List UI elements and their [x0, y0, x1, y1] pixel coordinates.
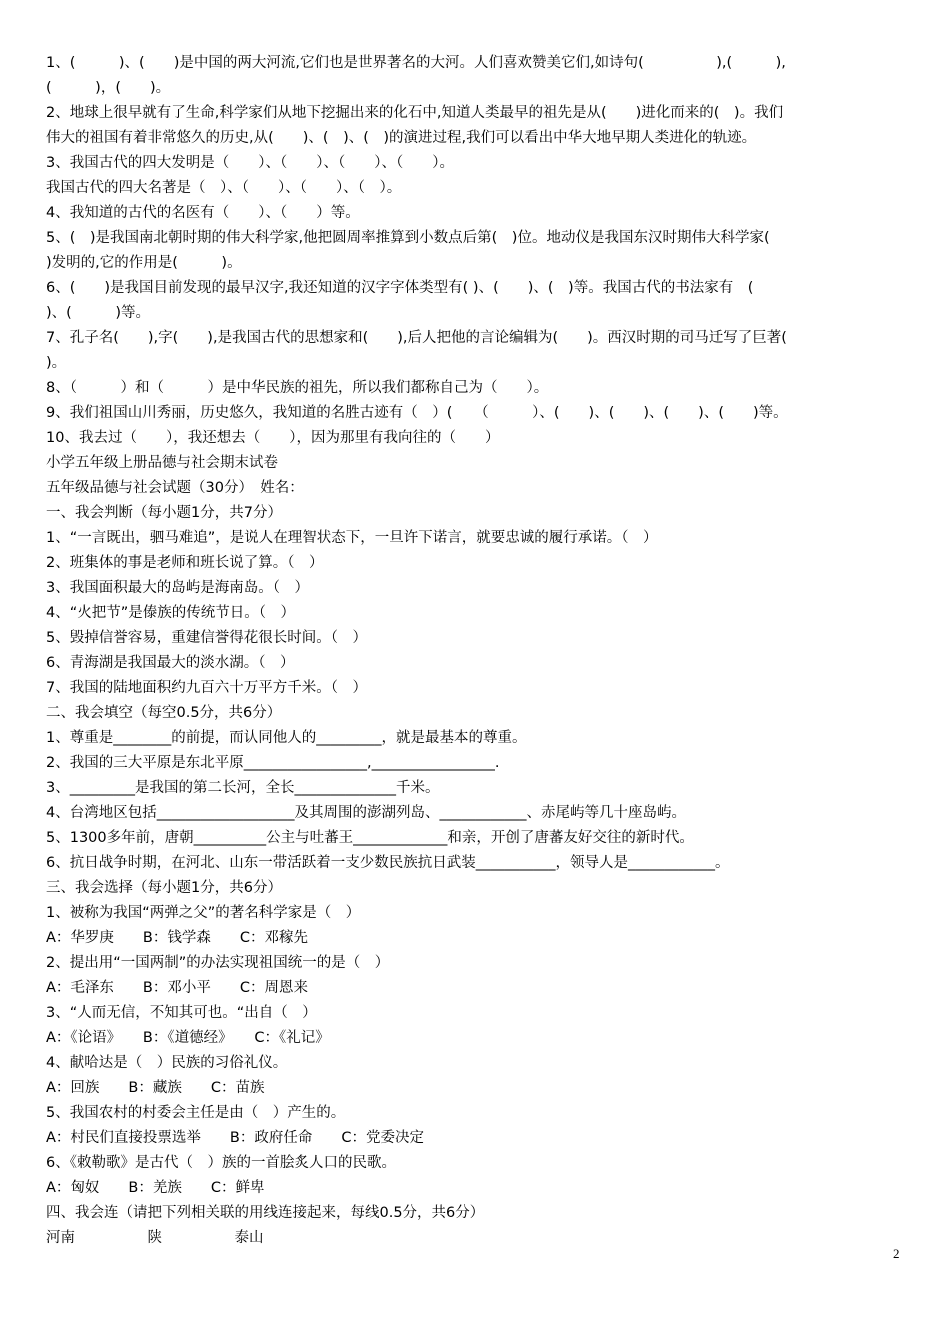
text-line: 1、被称为我国“两弹之父”的著名科学家是（ ） [46, 905, 361, 921]
text-line: 6、( )是我国目前发现的最早汉字,我还知道的汉字字体类型有( )、( )、( )等。我国古代的书法家有 ( [46, 280, 754, 296]
text-line: 5、( )是我国南北朝时期的伟大科学家,他把圆周率推算到小数点后第( )位。地动仪是我国东汉时期伟大科学家( [46, 230, 770, 246]
page-number: 2 [893, 1246, 900, 1261]
text-line: 3、_________是我国的第二长河，全长______________千米。 [46, 780, 440, 796]
text-line: A：华罗庚 B：钱学森 C：邓稼先 [46, 930, 308, 946]
text-line: 1、“一言既出，驷马难追”，是说人在理智状态下，一旦许下诺言，就要忠诚的履行承诺。（ ） [46, 530, 658, 546]
text-line: )发明的,它的作用是( )。 [46, 255, 242, 271]
text-line: 一、我会判断（每小题1分，共7分） [46, 505, 282, 521]
text-line: 河南 陕 泰山 [46, 1230, 264, 1246]
text-line: 6、青海湖是我国最大的淡水湖。（ ） [46, 655, 295, 671]
text-line: A：村民们直接投票选举 B：政府任命 C：党委决定 [46, 1130, 424, 1146]
text-line: 4、献哈达是（ ）民族的习俗礼仪。 [46, 1055, 288, 1071]
text-line: 我国古代的四大名著是（ ）、（ ）、（ ）、（ ）。 [46, 180, 402, 196]
text-line: A：匈奴 B：羌族 C：鲜卑 [46, 1180, 265, 1196]
text-line: 小学五年级上册品德与社会期末试卷 [46, 455, 278, 471]
text-line: 7、我国的陆地面积约九百六十万平方千米。（ ） [46, 680, 367, 696]
text-line: 1、尊重是________的前提，而认同他人的_________，就是最基本的尊重。 [46, 730, 527, 746]
text-line: 3、我国古代的四大发明是（ ）、（ ）、（ ）、（ ）。 [46, 155, 454, 171]
text-line: 2、班集体的事是老师和班长说了算。（ ） [46, 555, 324, 571]
text-line: 3、我国面积最大的岛屿是海南岛。（ ） [46, 580, 309, 596]
text-line: 2、提出用“一国两制”的办法实现祖国统一的是（ ） [46, 955, 390, 971]
text-line: 四、我会连（请把下列相关联的用线连接起来，每线0.5分，共6分） [46, 1205, 485, 1221]
text-line: 3、“人而无信，不知其可也。“出自（ ） [46, 1005, 317, 1021]
text-line: )。 [46, 355, 67, 371]
text-line: A：《论语》 B：《道德经》 C：《礼记》 [46, 1030, 330, 1046]
text-line: )、( )等。 [46, 305, 150, 321]
text-line: 五年级品德与社会试题（30分） 姓名： [46, 480, 304, 496]
text-line: 6、抗日战争时期，在河北、山东一带活跃着一支少数民族抗日武装___________，领导人是____________。 [46, 855, 730, 871]
text-line: 6、《敕勒歌》是古代（ ）族的一首脍炙人口的民歌。 [46, 1155, 396, 1171]
text-line: 5、1300多年前，唐朝__________公主与吐蕃王_____________和亲，开创了唐蕃友好交往的新时代。 [46, 830, 694, 846]
text-line: 4、“火把节”是傣族的传统节日。（ ） [46, 605, 295, 621]
text-line: 4、台湾地区包括___________________及其周围的澎湖列岛、____________、赤尾屿等几十座岛屿。 [46, 805, 686, 821]
text-line: ( )，( )。 [46, 80, 171, 96]
text-line: 10、我去过（ ），我还想去（ ），因为那里有我向往的（ ） [46, 430, 500, 446]
text-line: 2、地球上很早就有了生命,科学家们从地下挖掘出来的化石中,知道人类最早的祖先是从( )进化而来的( )。我们 [46, 105, 784, 121]
text-line: 4、我知道的古代的名医有（ ）、（ ）等。 [46, 205, 360, 221]
text-line: 5、我国农村的村委会主任是由（ ）产生的。 [46, 1105, 346, 1121]
text-line: 2、我国的三大平原是东北平原_________________,_________________. [46, 755, 500, 771]
text-line: 伟大的祖国有着非常悠久的历史,从( )、( )、( )的演进过程,我们可以看出中华大地早期人类进化的轨迹。 [46, 130, 757, 146]
text-line: 三、我会选择（每小题1分，共6分） [46, 880, 282, 896]
document-body [46, 51, 912, 1251]
text-line: 5、毁掉信誉容易，重建信誉得花很长时间。（ ） [46, 630, 367, 646]
text-line: 8、（ ）和（ ）是中华民族的祖先，所以我们都称自己为（ ）。 [46, 380, 549, 396]
text-line: 1、( )、( )是中国的两大河流,它们也是世界著名的大河。人们喜欢赞美它们,如诗句( ),( ), [46, 55, 786, 71]
text-line: 二、我会填空（每空0.5分，共6分） [46, 705, 282, 721]
text-line: 7、孔子名( ),字( ),是我国古代的思想家和( ),后人把他的言论编辑为( )。西汉时期的司马迁写了巨著( [46, 330, 787, 346]
text-line: 9、我们祖国山川秀丽，历史悠久，我知道的名胜古迹有（ ）( （ ）、( )、( )、( )、( )等。 [46, 405, 788, 421]
text-line: A：毛泽东 B：邓小平 C：周恩来 [46, 980, 308, 996]
text-line: A：回族 B：藏族 C：苗族 [46, 1080, 265, 1096]
